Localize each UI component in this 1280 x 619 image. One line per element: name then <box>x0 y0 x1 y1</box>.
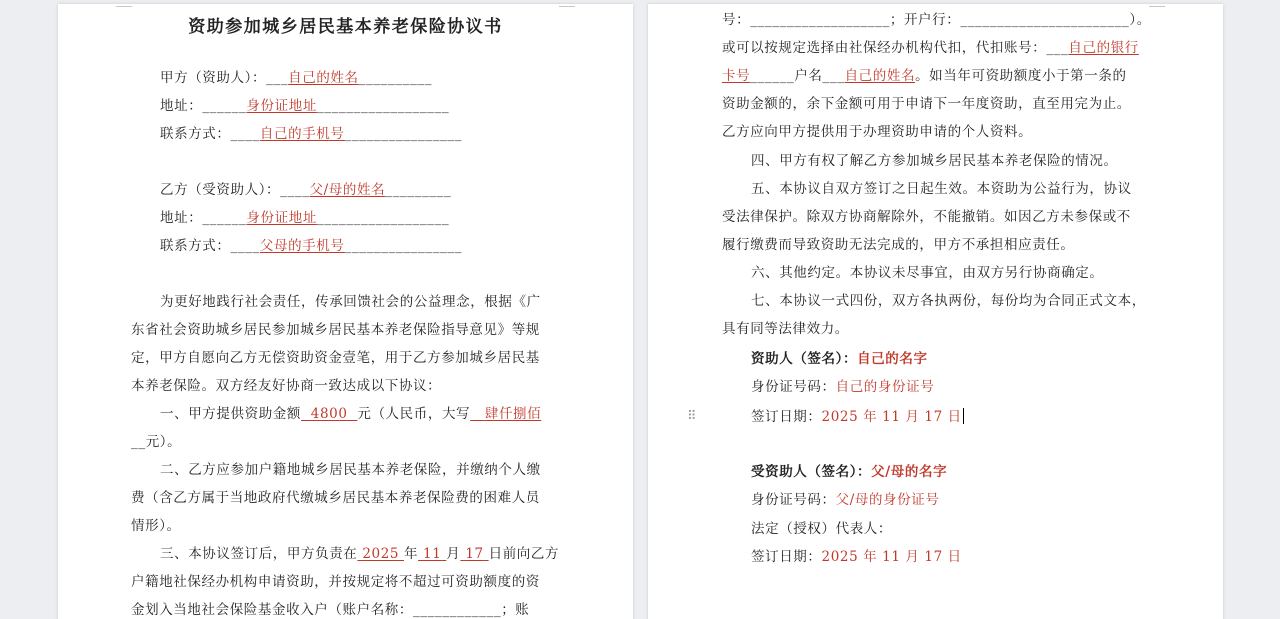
deadline-year[interactable]: 2025 <box>362 546 400 562</box>
recipient-id-line[interactable] <box>751 492 939 508</box>
funding-amount[interactable]: 4800 <box>310 406 348 422</box>
withholding-line[interactable]: 卡号______户名___自己的姓名。如当年可资助额度小于第一条的 <box>722 68 1127 84</box>
clause-4-line[interactable]: 四、甲方有权了解乙方参加城乡居民基本养老保险的情况。 <box>751 153 1118 169</box>
intro-line[interactable]: 为更好地践行社会责任，传承回馈社会的公益理念，根据《广 <box>160 294 541 310</box>
party-b-contact-value[interactable]: 父母的手机号 <box>259 238 345 254</box>
party-a-name-label: 甲方（资助人）： <box>160 70 267 86</box>
sponsor-date-value[interactable]: 2025 年 11 月 17 日 <box>821 409 962 425</box>
party-b-name-label: 乙方（受资助人）： <box>160 182 281 198</box>
document-title: 资助参加城乡居民基本养老保险协议书 <box>188 17 503 37</box>
party-a-address-value[interactable]: 身份证地址 <box>246 98 317 114</box>
party-a-name-line[interactable]: 甲方（资助人）：___自己的姓名__________ <box>160 70 433 86</box>
party-b-contact-line[interactable]: 联系方式：____父母的手机号________________ <box>160 238 463 254</box>
intro-line[interactable]: 本养老保险。双方经友好协商一致达成以下协议： <box>131 378 442 394</box>
clause-2-line[interactable]: 费（含乙方属于当地政府代缴城乡居民基本养老保险费的困难人员 <box>131 490 540 506</box>
sponsor-signature-value[interactable]: 自己的名字 <box>857 351 928 367</box>
recipient-id-label: 身份证号码： <box>751 492 836 508</box>
sponsor-date-label: 签订日期： <box>751 409 822 425</box>
party-b-contact-label: 联系方式： <box>160 238 231 254</box>
bank-card-value-cont[interactable]: 卡号 <box>722 68 751 84</box>
clause-7-line[interactable]: 具有同等法律效力。 <box>722 321 849 337</box>
sponsor-id-value[interactable]: 自己的身份证号 <box>835 379 935 395</box>
party-a-contact-value[interactable]: 自己的手机号 <box>259 126 345 142</box>
account-number-blank[interactable]: ___________________ <box>750 12 890 28</box>
bank-card-value[interactable]: 自己的银行 <box>1068 40 1139 56</box>
clause-7-line[interactable]: 七、本协议一式四份，双方各执两份，每份均为合同正式文本， <box>751 293 1146 309</box>
text-cursor <box>963 408 964 424</box>
clause-1-line[interactable]: __元）。 <box>131 434 182 450</box>
recipient-signature-label: 受资助人（签名）： <box>751 464 872 480</box>
funding-amount-uppercase[interactable]: 肆仟捌佰 <box>484 406 542 422</box>
recipient-id-value[interactable]: 父/母的身份证号 <box>835 492 940 508</box>
recipient-date-value[interactable]: 2025 年 11 月 17 日 <box>821 549 962 565</box>
drag-handle-icon[interactable]: ⠿ <box>687 409 697 424</box>
intro-line[interactable]: 东省社会资助城乡居民参加城乡居民基本养老保险指导意见》等规 <box>131 322 540 338</box>
clause-3-line[interactable]: 三、本协议签订后，甲方负责在 2025 年 11 月 17 日前向乙方 <box>160 546 560 562</box>
document-page-right <box>648 4 1223 619</box>
party-b-address-label: 地址： <box>160 210 203 226</box>
party-a-address-line[interactable]: 地址：______身份证地址__________________ <box>160 98 450 114</box>
recipient-date-label: 签订日期： <box>751 549 822 565</box>
page-corner-mark <box>559 6 575 7</box>
page-corner-mark <box>1149 6 1165 7</box>
party-a-contact-label: 联系方式： <box>160 126 231 142</box>
sponsor-signature-line[interactable] <box>751 351 928 367</box>
sponsor-date-line[interactable] <box>751 408 964 425</box>
party-b-address-value[interactable]: 身份证地址 <box>246 210 317 226</box>
account-number-line[interactable]: 号：___________________；开户行：_______________________）。 <box>722 12 1151 28</box>
clause-3-line[interactable]: 金划入当地社会保险基金收入户（账户名称：____________；账 <box>131 602 530 618</box>
party-b-name-value[interactable]: 父/母的姓名 <box>309 182 386 198</box>
account-holder-name[interactable]: 自己的姓名 <box>844 68 916 84</box>
clause-5-line[interactable]: 受法律保护。除双方协商解除外，不能撤销。如因乙方未参保或不 <box>722 209 1131 225</box>
intro-line[interactable]: 定，甲方自愿向乙方无偿资助资金壹笔，用于乙方参加城乡居民基 <box>131 350 540 366</box>
deadline-day[interactable]: 17 <box>465 546 484 562</box>
party-a-contact-line[interactable]: 联系方式：____自己的手机号________________ <box>160 126 463 142</box>
recipient-signature-value[interactable]: 父/母的名字 <box>871 464 948 480</box>
clause-3-cont-line[interactable]: 乙方应向甲方提供用于办理资助申请的个人资料。 <box>722 124 1033 140</box>
sponsor-id-line[interactable] <box>751 379 934 395</box>
clause-6-line[interactable]: 六、其他约定。本协议未尽事宜，由双方另行协商确定。 <box>751 265 1104 281</box>
clause-5-line[interactable]: 履行缴费而导致资助无法完成的，甲方不承担相应责任。 <box>722 237 1075 253</box>
deadline-month[interactable]: 11 <box>423 546 442 562</box>
clause-5-line[interactable]: 五、本协议自双方签订之日起生效。本资助为公益行为，协议 <box>751 181 1132 197</box>
party-a-name-value[interactable]: 自己的姓名 <box>288 70 359 86</box>
sponsor-id-label: 身份证号码： <box>751 379 836 395</box>
document-page-left <box>58 4 633 619</box>
withholding-line[interactable]: 或可以按规定选择由社保经办机构代扣，代扣账号：___自己的银行 <box>722 40 1139 56</box>
party-a-address-label: 地址： <box>160 98 203 114</box>
clause-2-line[interactable]: 二、乙方应参加户籍地城乡居民基本养老保险，并缴纳个人缴 <box>160 462 541 478</box>
party-b-address-line[interactable]: 地址：______身份证地址__________________ <box>160 210 450 226</box>
clause-3-cont-line[interactable]: 资助金额的，余下金额可用于申请下一年度资助，直至用完为止。 <box>722 96 1131 112</box>
bank-name-blank[interactable]: _______________________ <box>960 12 1130 28</box>
clause-1-line[interactable]: 一、甲方提供资助金额 4800 元（人民币，大写 肆仟捌佰 <box>160 406 542 422</box>
party-b-name-line[interactable]: 乙方（受资助人）：____父/母的姓名_________ <box>160 182 452 198</box>
legal-representative-line[interactable]: 法定（授权）代表人： <box>751 521 892 537</box>
clause-2-line[interactable]: 情形）。 <box>131 518 181 534</box>
page-corner-mark <box>116 6 132 7</box>
recipient-date-line[interactable] <box>751 549 962 565</box>
recipient-signature-line[interactable] <box>751 464 947 480</box>
sponsor-signature-label: 资助人（签名）： <box>751 351 858 367</box>
clause-3-line[interactable]: 户籍地社保经办机构申请资助，并按规定将不超过可资助额度的资 <box>131 574 540 590</box>
